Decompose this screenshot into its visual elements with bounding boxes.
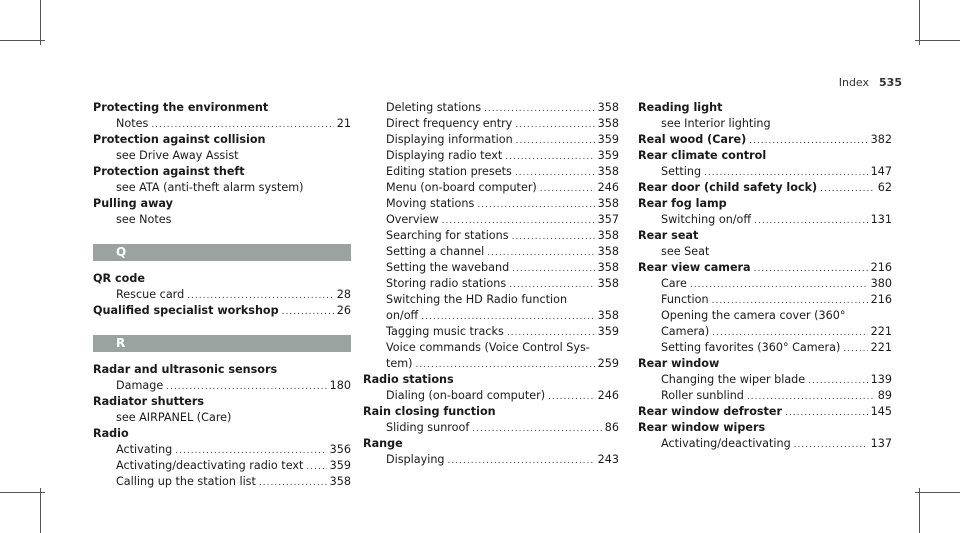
page-ref[interactable]: 89 — [877, 389, 892, 402]
index-entry — [638, 356, 892, 404]
subentry-text: Camera) — [661, 325, 710, 338]
entry-heading: Radio stations — [363, 373, 454, 386]
page-ref[interactable]: 243 — [597, 453, 619, 466]
subentry[interactable] — [363, 228, 619, 244]
index-entry — [93, 196, 351, 228]
page-ref[interactable]: 147 — [870, 165, 892, 178]
subentry-text: Opening the camera cover (360° — [661, 309, 846, 322]
index-entry — [93, 100, 351, 132]
index-entry — [93, 394, 351, 426]
subentry-text: tem) — [386, 357, 413, 370]
entry-heading: Rear window — [638, 357, 720, 370]
page-ref[interactable]: 26 — [336, 304, 351, 317]
entry-heading: Radiator shutters — [93, 395, 205, 408]
index-entry — [363, 404, 619, 436]
index-entry — [638, 260, 892, 356]
crop-mark — [919, 488, 920, 533]
subentry-text: Sliding sunroof — [386, 421, 470, 434]
subentry[interactable] — [638, 436, 892, 452]
index-entry[interactable] — [93, 303, 351, 319]
page-ref[interactable]: 359 — [329, 459, 351, 472]
subentry[interactable] — [363, 180, 619, 196]
see-reference[interactable]: see ATA (anti-theft alarm system) — [116, 181, 304, 194]
index-column-1 — [93, 100, 351, 490]
subentry[interactable] — [638, 292, 892, 308]
see-reference[interactable]: see Interior lighting — [661, 117, 771, 130]
entry-heading: Reading light — [638, 101, 723, 114]
subentry-text: Setting — [661, 165, 702, 178]
subentry-text: Direct frequency entry — [386, 117, 513, 130]
subentry[interactable] — [363, 100, 619, 116]
subentry-text: Setting the waveband — [386, 261, 510, 274]
subentry[interactable] — [638, 164, 892, 180]
index-entry — [93, 164, 351, 196]
subentry-text: Setting favorites (360° Camera) — [661, 341, 841, 354]
entry-heading: Real wood (Care) — [638, 133, 747, 146]
page-ref[interactable]: 358 — [597, 309, 619, 322]
index-entry — [363, 436, 619, 468]
subentry-text: Moving stations — [386, 197, 475, 210]
subentry[interactable] — [93, 442, 351, 458]
page-ref[interactable]: 62 — [877, 181, 892, 194]
page-ref[interactable]: 358 — [597, 117, 619, 130]
page-ref[interactable]: 180 — [329, 379, 351, 392]
subentry[interactable] — [93, 474, 351, 490]
index-column-2 — [363, 100, 619, 468]
page-ref[interactable]: 246 — [597, 181, 619, 194]
index-entry — [638, 196, 892, 228]
subentry-text: Dialing (on-board computer) — [386, 389, 546, 402]
index-entry — [363, 372, 619, 404]
page-ref[interactable]: 145 — [870, 405, 892, 418]
page-ref[interactable]: 21 — [336, 117, 351, 130]
subentry[interactable] — [363, 420, 619, 436]
index-entry — [93, 271, 351, 303]
page-ref[interactable]: 359 — [597, 133, 619, 146]
crop-mark — [0, 40, 45, 41]
subentry-text: Menu (on-board computer) — [386, 181, 537, 194]
subentry-text: Care — [661, 277, 687, 290]
page-ref[interactable]: 131 — [870, 213, 892, 226]
subentry[interactable] — [93, 116, 351, 132]
letter-divider-q: Q — [93, 244, 351, 261]
entry-heading: Radio — [93, 427, 129, 440]
subentry[interactable] — [363, 148, 619, 164]
subentry-text: Storing radio stations — [386, 277, 507, 290]
subentry-text: Setting a channel — [386, 245, 485, 258]
subentry[interactable] — [363, 244, 619, 260]
page-ref[interactable]: 359 — [597, 325, 619, 338]
entry-heading: Pulling away — [93, 197, 173, 210]
entry-heading: Protection against theft — [93, 165, 245, 178]
subentry-text: Displaying information — [386, 133, 513, 146]
page-ref[interactable]: 246 — [597, 389, 619, 402]
index-entry — [638, 228, 892, 260]
subentry[interactable] — [638, 324, 892, 340]
index-entry[interactable] — [638, 132, 892, 148]
page-ref[interactable]: 380 — [870, 277, 892, 290]
subentry-text: Switching the HD Radio function — [386, 293, 568, 306]
subentry[interactable] — [363, 388, 619, 404]
index-entry — [93, 362, 351, 394]
crop-mark — [0, 492, 45, 493]
subentry-text: Searching for stations — [386, 229, 509, 242]
entry-heading: Range — [363, 437, 403, 450]
subentry-text: Function — [661, 293, 709, 306]
subentry[interactable] — [93, 287, 351, 303]
subentry[interactable] — [363, 260, 619, 276]
subentry-text: Tagging music tracks — [386, 325, 504, 338]
subentry-text: Deleting stations — [386, 101, 482, 114]
see-reference[interactable]: see Seat — [661, 245, 710, 258]
page-ref[interactable]: 358 — [597, 101, 619, 114]
subentry-text: Displaying radio text — [386, 149, 503, 162]
subentry-text: Notes — [116, 117, 149, 130]
entry-heading: Rear seat — [638, 229, 699, 242]
entry-heading: Radar and ultrasonic sensors — [93, 363, 278, 376]
subentry-text: Activating — [116, 443, 173, 456]
subentry[interactable] — [363, 116, 619, 132]
page-number: 535 — [879, 76, 902, 89]
page-ref[interactable]: 86 — [604, 421, 619, 434]
subentry-text: Overview — [386, 213, 439, 226]
subentry-text: Switching on/off — [661, 213, 752, 226]
index-entry — [638, 420, 892, 452]
page-ref[interactable]: 358 — [597, 277, 619, 290]
subentry[interactable] — [363, 132, 619, 148]
entry-heading: Rear climate control — [638, 149, 767, 162]
section-label: Index — [838, 76, 870, 89]
page-ref[interactable]: 358 — [597, 245, 619, 258]
subentry-text: Activating/deactivating radio text — [116, 459, 304, 472]
index-entry — [638, 148, 892, 180]
crop-mark — [915, 40, 960, 41]
subentry-text: Activating/deactivating — [661, 437, 791, 450]
entry-heading-row[interactable] — [638, 260, 892, 276]
subentry[interactable] — [638, 372, 892, 388]
subentry-text: Displaying — [386, 453, 445, 466]
subentry[interactable] — [363, 164, 619, 180]
index-entry — [93, 426, 351, 490]
subentry[interactable] — [363, 196, 619, 212]
page-ref[interactable]: 259 — [597, 357, 619, 370]
subentry[interactable] — [363, 212, 619, 228]
see-reference[interactable]: see Notes — [116, 213, 172, 226]
page-ref[interactable]: 356 — [329, 443, 351, 456]
page-ref[interactable]: 359 — [597, 149, 619, 162]
entry-heading: QR code — [93, 272, 145, 285]
entry-heading: Rear fog lamp — [638, 197, 727, 210]
subentry-text: Damage — [116, 379, 164, 392]
page-ref[interactable]: 28 — [336, 288, 351, 301]
page-ref[interactable]: 137 — [870, 437, 892, 450]
page-ref[interactable]: 358 — [597, 229, 619, 242]
see-reference[interactable]: see AIRPANEL (Care) — [116, 411, 232, 424]
page-ref[interactable]: 358 — [597, 165, 619, 178]
entry-heading: Rear view camera — [638, 261, 751, 274]
page-ref[interactable]: 358 — [329, 475, 351, 488]
subentry[interactable] — [638, 212, 892, 228]
subentry[interactable] — [363, 276, 619, 292]
subentry-text: Editing station presets — [386, 165, 512, 178]
see-reference[interactable]: see Drive Away Assist — [116, 149, 239, 162]
index-entry — [638, 100, 892, 132]
page-ref[interactable]: 357 — [597, 213, 619, 226]
page-ref[interactable]: 358 — [597, 261, 619, 274]
index-entry[interactable] — [638, 404, 892, 420]
subentry-text: on/off — [386, 309, 419, 322]
subentry[interactable] — [363, 356, 619, 372]
index-entry — [93, 132, 351, 164]
page-ref[interactable]: 216 — [870, 261, 892, 274]
crop-mark — [915, 492, 960, 493]
subentry[interactable] — [93, 458, 351, 474]
subentry-text: Roller sunblind — [661, 389, 744, 402]
letter-divider-r: R — [93, 335, 351, 352]
entry-heading: Qualified specialist workshop — [93, 304, 279, 317]
entry-heading: Rear door (child safety lock) — [638, 181, 818, 194]
page-ref[interactable]: 216 — [870, 293, 892, 306]
crop-mark — [919, 0, 920, 45]
subentry[interactable] — [363, 308, 619, 324]
subentry-text: Calling up the station list — [116, 475, 256, 488]
subentry[interactable] — [93, 378, 351, 394]
page-ref[interactable]: 221 — [870, 341, 892, 354]
entry-heading: Protection against collision — [93, 133, 266, 146]
page-ref[interactable]: 358 — [597, 197, 619, 210]
entry-heading: Rear window wipers — [638, 421, 766, 434]
subentry[interactable] — [638, 388, 892, 404]
entry-heading: Protecting the environment — [93, 101, 269, 114]
entry-heading: Rain closing function — [363, 405, 496, 418]
subentry[interactable] — [638, 276, 892, 292]
subentry-text: Voice commands (Voice Control Sys- — [386, 341, 590, 354]
subentry-text: Changing the wiper blade — [661, 373, 806, 386]
subentry-text: Rescue card — [116, 288, 185, 301]
index-entry[interactable] — [638, 180, 892, 196]
crop-mark — [40, 488, 41, 533]
page-header — [839, 76, 902, 89]
page-ref[interactable]: 382 — [870, 133, 892, 146]
page-ref[interactable]: 221 — [870, 325, 892, 338]
index-column-3 — [638, 100, 892, 452]
page-ref[interactable]: 139 — [870, 373, 892, 386]
entry-heading: Rear window defroster — [638, 405, 783, 418]
subentry[interactable] — [363, 452, 619, 468]
subentry[interactable] — [638, 340, 892, 356]
crop-mark — [40, 0, 41, 45]
subentry[interactable] — [363, 324, 619, 340]
